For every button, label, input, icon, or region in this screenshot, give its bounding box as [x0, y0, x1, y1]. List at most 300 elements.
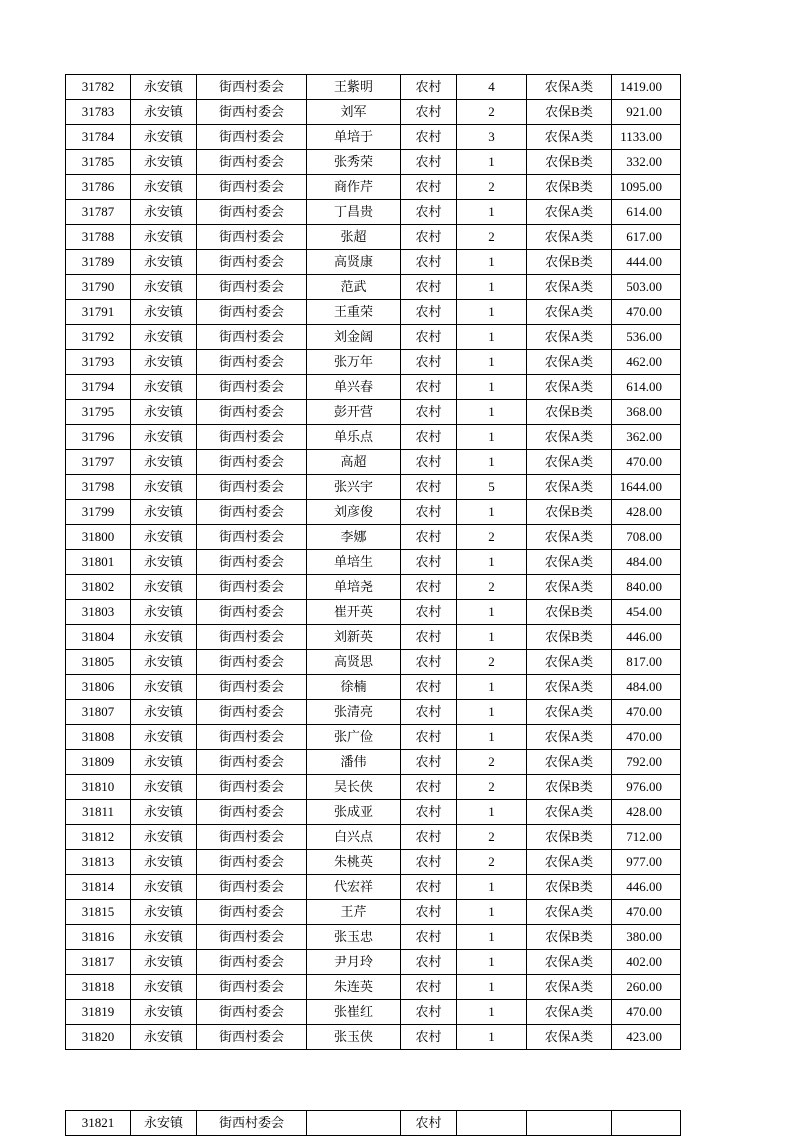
- cell-person-name: 潘伟: [307, 750, 401, 775]
- cell-household-count: 1: [457, 275, 527, 300]
- cell-household-count: 2: [457, 650, 527, 675]
- cell-village-committee: 街西村委会: [197, 200, 307, 225]
- cell-serial-number: 31790: [66, 275, 131, 300]
- cell-household-count: 1: [457, 725, 527, 750]
- cell-amount: 792.00: [612, 750, 681, 775]
- cell-amount: 977.00: [612, 850, 681, 875]
- cell-town: 永安镇: [131, 600, 197, 625]
- table-row: [66, 650, 681, 675]
- cell-person-name: 高贤康: [307, 250, 401, 275]
- cell-village-committee: 街西村委会: [197, 975, 307, 1000]
- cell-person-name: 白兴点: [307, 825, 401, 850]
- table-row: [66, 975, 681, 1000]
- cell-village-committee: 街西村委会: [197, 100, 307, 125]
- cell-village-committee: 街西村委会: [197, 850, 307, 875]
- cell-amount: 380.00: [612, 925, 681, 950]
- cell-village-committee: 街西村委会: [197, 400, 307, 425]
- cell-town: 永安镇: [131, 250, 197, 275]
- cell-household-count: 3: [457, 125, 527, 150]
- cell-town: 永安镇: [131, 175, 197, 200]
- cell-person-name: 高贤思: [307, 650, 401, 675]
- cell-village-committee: 街西村委会: [197, 775, 307, 800]
- cell-residence-type: 农村: [401, 200, 457, 225]
- cell-person-name: 张玉忠: [307, 925, 401, 950]
- cell-person-name: [307, 1111, 401, 1136]
- cell-serial-number: 31810: [66, 775, 131, 800]
- cell-household-count: 1: [457, 150, 527, 175]
- cell-insurance-category: 农保A类: [527, 950, 612, 975]
- cell-residence-type: 农村: [401, 225, 457, 250]
- cell-household-count: 2: [457, 750, 527, 775]
- cell-town: 永安镇: [131, 650, 197, 675]
- cell-household-count: 1: [457, 975, 527, 1000]
- cell-person-name: 王芹: [307, 900, 401, 925]
- cell-town: 永安镇: [131, 550, 197, 575]
- cell-amount: [612, 1111, 681, 1136]
- cell-person-name: 单培生: [307, 550, 401, 575]
- cell-residence-type: 农村: [401, 800, 457, 825]
- cell-person-name: 张秀荣: [307, 150, 401, 175]
- cell-town: 永安镇: [131, 725, 197, 750]
- cell-village-committee: 街西村委会: [197, 125, 307, 150]
- cell-insurance-category: 农保A类: [527, 450, 612, 475]
- cell-amount: 484.00: [612, 550, 681, 575]
- cell-serial-number: 31815: [66, 900, 131, 925]
- cell-residence-type: 农村: [401, 775, 457, 800]
- cell-insurance-category: 农保B类: [527, 500, 612, 525]
- table-row: [66, 875, 681, 900]
- cell-residence-type: 农村: [401, 900, 457, 925]
- cell-village-committee: 街西村委会: [197, 750, 307, 775]
- cell-village-committee: 街西村委会: [197, 475, 307, 500]
- cell-town: 永安镇: [131, 825, 197, 850]
- cell-household-count: [457, 1111, 527, 1136]
- cell-amount: 444.00: [612, 250, 681, 275]
- cell-amount: 712.00: [612, 825, 681, 850]
- cell-amount: 1419.00: [612, 75, 681, 100]
- cell-serial-number: 31793: [66, 350, 131, 375]
- cell-household-count: 1: [457, 375, 527, 400]
- cell-amount: 368.00: [612, 400, 681, 425]
- cell-residence-type: 农村: [401, 750, 457, 775]
- cell-person-name: 张超: [307, 225, 401, 250]
- cell-insurance-category: 农保A类: [527, 725, 612, 750]
- cell-person-name: 高超: [307, 450, 401, 475]
- cell-person-name: 王重荣: [307, 300, 401, 325]
- cell-insurance-category: 农保B类: [527, 925, 612, 950]
- cell-amount: 1133.00: [612, 125, 681, 150]
- cell-household-count: 2: [457, 525, 527, 550]
- cell-town: 永安镇: [131, 1025, 197, 1050]
- cell-amount: 423.00: [612, 1025, 681, 1050]
- cell-residence-type: 农村: [401, 525, 457, 550]
- cell-serial-number: 31821: [66, 1111, 131, 1136]
- cell-serial-number: 31786: [66, 175, 131, 200]
- cell-household-count: 1: [457, 325, 527, 350]
- cell-insurance-category: 农保A类: [527, 75, 612, 100]
- cell-person-name: 张万年: [307, 350, 401, 375]
- cell-residence-type: 农村: [401, 1000, 457, 1025]
- cell-town: 永安镇: [131, 375, 197, 400]
- cell-amount: 708.00: [612, 525, 681, 550]
- cell-household-count: 1: [457, 400, 527, 425]
- cell-insurance-category: 农保A类: [527, 475, 612, 500]
- cell-town: 永安镇: [131, 575, 197, 600]
- cell-serial-number: 31808: [66, 725, 131, 750]
- table-row: [66, 250, 681, 275]
- cell-town: 永安镇: [131, 525, 197, 550]
- cell-household-count: 5: [457, 475, 527, 500]
- cell-village-committee: 街西村委会: [197, 650, 307, 675]
- cell-person-name: 李娜: [307, 525, 401, 550]
- cell-amount: 462.00: [612, 350, 681, 375]
- cell-insurance-category: 农保A类: [527, 325, 612, 350]
- cell-household-count: 1: [457, 675, 527, 700]
- cell-village-committee: 街西村委会: [197, 500, 307, 525]
- cell-person-name: 朱连英: [307, 975, 401, 1000]
- cell-town: 永安镇: [131, 225, 197, 250]
- table-row: [66, 175, 681, 200]
- cell-town: 永安镇: [131, 75, 197, 100]
- cell-person-name: 吴长侠: [307, 775, 401, 800]
- cell-serial-number: 31782: [66, 75, 131, 100]
- cell-serial-number: 31792: [66, 325, 131, 350]
- cell-village-committee: 街西村委会: [197, 725, 307, 750]
- cell-household-count: 1: [457, 200, 527, 225]
- cell-residence-type: 农村: [401, 650, 457, 675]
- cell-amount: 446.00: [612, 875, 681, 900]
- cell-residence-type: 农村: [401, 400, 457, 425]
- table-row: [66, 475, 681, 500]
- table-row: [66, 1111, 681, 1136]
- records-table-body: [66, 75, 681, 1050]
- cell-person-name: 崔开英: [307, 600, 401, 625]
- cell-town: 永安镇: [131, 1000, 197, 1025]
- cell-insurance-category: 农保B类: [527, 175, 612, 200]
- cell-person-name: 徐楠: [307, 675, 401, 700]
- cell-person-name: 刘彦俊: [307, 500, 401, 525]
- cell-residence-type: 农村: [401, 575, 457, 600]
- cell-household-count: 1: [457, 700, 527, 725]
- next-page-table-body: [66, 1111, 681, 1136]
- table-row: [66, 100, 681, 125]
- cell-amount: 470.00: [612, 900, 681, 925]
- cell-serial-number: 31819: [66, 1000, 131, 1025]
- cell-town: 永安镇: [131, 325, 197, 350]
- cell-village-committee: 街西村委会: [197, 925, 307, 950]
- table-row: [66, 700, 681, 725]
- cell-household-count: 2: [457, 175, 527, 200]
- cell-household-count: 1: [457, 950, 527, 975]
- cell-village-committee: 街西村委会: [197, 1000, 307, 1025]
- cell-town: 永安镇: [131, 350, 197, 375]
- cell-insurance-category: 农保A类: [527, 225, 612, 250]
- cell-village-committee: 街西村委会: [197, 150, 307, 175]
- cell-village-committee: 街西村委会: [197, 550, 307, 575]
- cell-residence-type: 农村: [401, 725, 457, 750]
- cell-village-committee: 街西村委会: [197, 425, 307, 450]
- cell-town: 永安镇: [131, 300, 197, 325]
- cell-amount: 362.00: [612, 425, 681, 450]
- table-row: [66, 425, 681, 450]
- cell-serial-number: 31818: [66, 975, 131, 1000]
- cell-village-committee: 街西村委会: [197, 525, 307, 550]
- cell-town: 永安镇: [131, 475, 197, 500]
- cell-town: 永安镇: [131, 1111, 197, 1136]
- cell-village-committee: 街西村委会: [197, 375, 307, 400]
- cell-village-committee: 街西村委会: [197, 900, 307, 925]
- cell-village-committee: 街西村委会: [197, 575, 307, 600]
- cell-serial-number: 31795: [66, 400, 131, 425]
- cell-amount: 402.00: [612, 950, 681, 975]
- cell-amount: 817.00: [612, 650, 681, 675]
- cell-household-count: 2: [457, 225, 527, 250]
- cell-serial-number: 31799: [66, 500, 131, 525]
- table-row: [66, 600, 681, 625]
- cell-village-committee: 街西村委会: [197, 800, 307, 825]
- cell-amount: 484.00: [612, 675, 681, 700]
- cell-insurance-category: 农保A类: [527, 800, 612, 825]
- cell-insurance-category: 农保A类: [527, 1025, 612, 1050]
- cell-residence-type: 农村: [401, 550, 457, 575]
- cell-serial-number: 31806: [66, 675, 131, 700]
- cell-town: 永安镇: [131, 775, 197, 800]
- cell-insurance-category: 农保A类: [527, 200, 612, 225]
- cell-person-name: 单培于: [307, 125, 401, 150]
- cell-town: 永安镇: [131, 500, 197, 525]
- cell-insurance-category: 农保A类: [527, 650, 612, 675]
- cell-household-count: 1: [457, 550, 527, 575]
- cell-town: 永安镇: [131, 750, 197, 775]
- table-row: [66, 900, 681, 925]
- cell-amount: 332.00: [612, 150, 681, 175]
- cell-insurance-category: 农保A类: [527, 275, 612, 300]
- cell-amount: 617.00: [612, 225, 681, 250]
- table-row: [66, 375, 681, 400]
- table-row: [66, 75, 681, 100]
- cell-serial-number: 31800: [66, 525, 131, 550]
- cell-residence-type: 农村: [401, 600, 457, 625]
- table-row: [66, 575, 681, 600]
- cell-residence-type: 农村: [401, 100, 457, 125]
- cell-insurance-category: 农保A类: [527, 700, 612, 725]
- table-row: [66, 225, 681, 250]
- cell-serial-number: 31807: [66, 700, 131, 725]
- cell-serial-number: 31816: [66, 925, 131, 950]
- cell-insurance-category: 农保B类: [527, 250, 612, 275]
- cell-residence-type: 农村: [401, 675, 457, 700]
- cell-insurance-category: 农保A类: [527, 300, 612, 325]
- cell-residence-type: 农村: [401, 875, 457, 900]
- cell-town: 永安镇: [131, 625, 197, 650]
- cell-village-committee: 街西村委会: [197, 300, 307, 325]
- cell-household-count: 2: [457, 825, 527, 850]
- cell-person-name: 张广俭: [307, 725, 401, 750]
- cell-village-committee: 街西村委会: [197, 325, 307, 350]
- table-row: [66, 825, 681, 850]
- cell-residence-type: 农村: [401, 300, 457, 325]
- table-row: [66, 725, 681, 750]
- cell-serial-number: 31797: [66, 450, 131, 475]
- cell-serial-number: 31814: [66, 875, 131, 900]
- cell-town: 永安镇: [131, 925, 197, 950]
- cell-insurance-category: 农保A类: [527, 550, 612, 575]
- cell-household-count: 1: [457, 800, 527, 825]
- cell-insurance-category: 农保A类: [527, 1000, 612, 1025]
- cell-town: 永安镇: [131, 150, 197, 175]
- cell-insurance-category: 农保A类: [527, 425, 612, 450]
- cell-town: 永安镇: [131, 900, 197, 925]
- cell-residence-type: 农村: [401, 275, 457, 300]
- table-row: [66, 800, 681, 825]
- cell-person-name: 商作芹: [307, 175, 401, 200]
- cell-amount: 976.00: [612, 775, 681, 800]
- cell-village-committee: 街西村委会: [197, 1111, 307, 1136]
- cell-town: 永安镇: [131, 875, 197, 900]
- cell-person-name: 尹月玲: [307, 950, 401, 975]
- cell-household-count: 2: [457, 575, 527, 600]
- cell-insurance-category: 农保A类: [527, 675, 612, 700]
- cell-person-name: 代宏祥: [307, 875, 401, 900]
- cell-person-name: 张玉侠: [307, 1025, 401, 1050]
- cell-insurance-category: 农保A类: [527, 375, 612, 400]
- cell-village-committee: 街西村委会: [197, 625, 307, 650]
- cell-household-count: 1: [457, 625, 527, 650]
- table-row: [66, 400, 681, 425]
- cell-amount: 503.00: [612, 275, 681, 300]
- cell-town: 永安镇: [131, 975, 197, 1000]
- cell-village-committee: 街西村委会: [197, 225, 307, 250]
- cell-household-count: 1: [457, 500, 527, 525]
- cell-serial-number: 31801: [66, 550, 131, 575]
- cell-residence-type: 农村: [401, 500, 457, 525]
- table-row: [66, 275, 681, 300]
- cell-residence-type: 农村: [401, 850, 457, 875]
- cell-insurance-category: 农保A类: [527, 900, 612, 925]
- cell-village-committee: 街西村委会: [197, 275, 307, 300]
- table-row: [66, 125, 681, 150]
- cell-residence-type: 农村: [401, 1025, 457, 1050]
- cell-residence-type: 农村: [401, 325, 457, 350]
- cell-person-name: 范武: [307, 275, 401, 300]
- cell-serial-number: 31802: [66, 575, 131, 600]
- cell-person-name: 朱桃英: [307, 850, 401, 875]
- cell-residence-type: 农村: [401, 375, 457, 400]
- cell-serial-number: 31803: [66, 600, 131, 625]
- cell-amount: 428.00: [612, 500, 681, 525]
- cell-town: 永安镇: [131, 425, 197, 450]
- cell-household-count: 1: [457, 425, 527, 450]
- cell-residence-type: 农村: [401, 175, 457, 200]
- cell-amount: 1095.00: [612, 175, 681, 200]
- cell-serial-number: 31804: [66, 625, 131, 650]
- cell-household-count: 1: [457, 1000, 527, 1025]
- cell-insurance-category: 农保B类: [527, 625, 612, 650]
- cell-residence-type: 农村: [401, 475, 457, 500]
- cell-town: 永安镇: [131, 950, 197, 975]
- cell-village-committee: 街西村委会: [197, 1025, 307, 1050]
- next-page-table-partial: [65, 1110, 681, 1136]
- cell-serial-number: 31784: [66, 125, 131, 150]
- cell-serial-number: 31813: [66, 850, 131, 875]
- cell-serial-number: 31820: [66, 1025, 131, 1050]
- cell-insurance-category: 农保B类: [527, 825, 612, 850]
- cell-person-name: 刘新英: [307, 625, 401, 650]
- cell-serial-number: 31796: [66, 425, 131, 450]
- cell-person-name: 丁昌贵: [307, 200, 401, 225]
- cell-town: 永安镇: [131, 100, 197, 125]
- cell-serial-number: 31794: [66, 375, 131, 400]
- cell-amount: 470.00: [612, 725, 681, 750]
- cell-residence-type: 农村: [401, 75, 457, 100]
- cell-residence-type: 农村: [401, 125, 457, 150]
- cell-person-name: 刘金阔: [307, 325, 401, 350]
- cell-amount: 470.00: [612, 450, 681, 475]
- cell-person-name: 单乐点: [307, 425, 401, 450]
- cell-household-count: 1: [457, 1025, 527, 1050]
- cell-amount: 428.00: [612, 800, 681, 825]
- table-row: [66, 1025, 681, 1050]
- cell-town: 永安镇: [131, 200, 197, 225]
- cell-household-count: 2: [457, 775, 527, 800]
- cell-insurance-category: 农保A类: [527, 125, 612, 150]
- cell-town: 永安镇: [131, 125, 197, 150]
- cell-town: 永安镇: [131, 275, 197, 300]
- cell-residence-type: 农村: [401, 450, 457, 475]
- table-row: [66, 675, 681, 700]
- cell-village-committee: 街西村委会: [197, 950, 307, 975]
- cell-serial-number: 31811: [66, 800, 131, 825]
- cell-serial-number: 31798: [66, 475, 131, 500]
- cell-household-count: 1: [457, 250, 527, 275]
- cell-household-count: 1: [457, 900, 527, 925]
- cell-village-committee: 街西村委会: [197, 600, 307, 625]
- cell-insurance-category: 农保A类: [527, 525, 612, 550]
- table-row: [66, 925, 681, 950]
- cell-amount: 470.00: [612, 1000, 681, 1025]
- cell-insurance-category: 农保B类: [527, 150, 612, 175]
- cell-amount: 614.00: [612, 375, 681, 400]
- cell-household-count: 4: [457, 75, 527, 100]
- cell-residence-type: 农村: [401, 350, 457, 375]
- cell-serial-number: 31791: [66, 300, 131, 325]
- cell-residence-type: 农村: [401, 1111, 457, 1136]
- cell-amount: 840.00: [612, 575, 681, 600]
- cell-insurance-category: 农保B类: [527, 100, 612, 125]
- cell-village-committee: 街西村委会: [197, 875, 307, 900]
- cell-household-count: 1: [457, 600, 527, 625]
- cell-insurance-category: 农保B类: [527, 775, 612, 800]
- cell-serial-number: 31809: [66, 750, 131, 775]
- cell-amount: 446.00: [612, 625, 681, 650]
- cell-town: 永安镇: [131, 400, 197, 425]
- table-row: [66, 325, 681, 350]
- cell-household-count: 1: [457, 875, 527, 900]
- cell-person-name: 张崔红: [307, 1000, 401, 1025]
- cell-amount: 536.00: [612, 325, 681, 350]
- cell-household-count: 1: [457, 450, 527, 475]
- table-row: [66, 450, 681, 475]
- cell-household-count: 2: [457, 100, 527, 125]
- cell-amount: 454.00: [612, 600, 681, 625]
- table-row: [66, 775, 681, 800]
- cell-household-count: 1: [457, 925, 527, 950]
- cell-residence-type: 农村: [401, 625, 457, 650]
- cell-insurance-category: 农保A类: [527, 850, 612, 875]
- cell-amount: 1644.00: [612, 475, 681, 500]
- cell-village-committee: 街西村委会: [197, 175, 307, 200]
- table-row: [66, 750, 681, 775]
